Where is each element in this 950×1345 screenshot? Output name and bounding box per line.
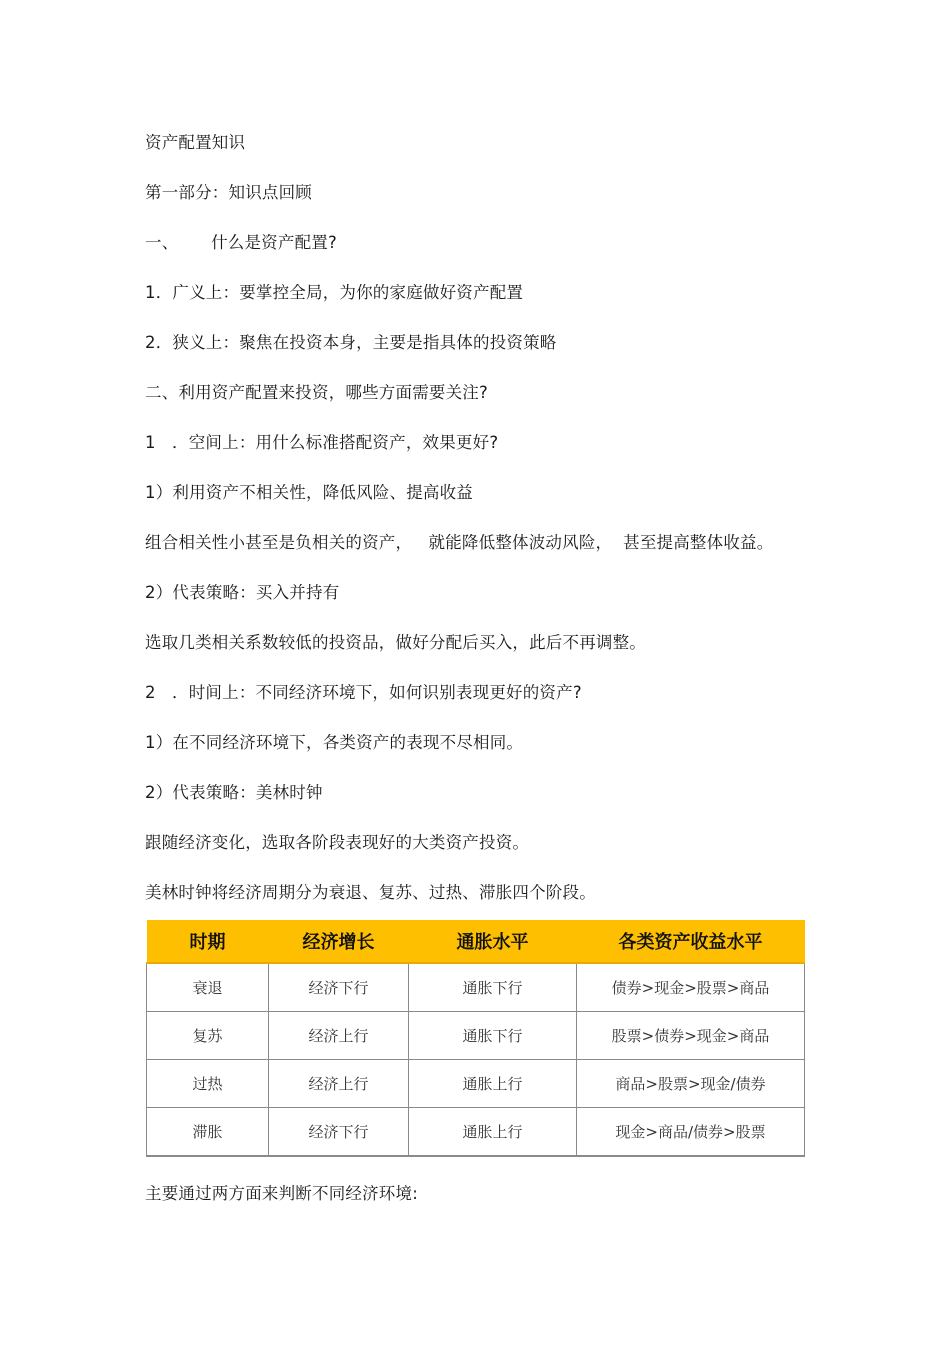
paragraph-merrill-intro: 美林时钟将经济周期分为衰退、复苏、过热、滞胀四个阶段。 xyxy=(145,883,596,902)
paragraph-merrill-strategy: 2）代表策略：美林时钟 xyxy=(145,783,323,802)
table-header-row xyxy=(147,920,805,963)
part-heading: 第一部分：知识点回顾 xyxy=(145,183,312,202)
paragraph-buy-and-hold-desc: 选取几类相关系数较低的投资品，做好分配后买入，此后不再调整。 xyxy=(145,633,646,652)
paragraph-time-heading: 2 ．时间上：不同经济环境下，如何识别表现更好的资产? xyxy=(145,683,582,702)
header-period: 时期 xyxy=(147,920,269,963)
section-heading-1: 一、 什么是资产配置? xyxy=(145,233,337,252)
paragraph-space-heading: 1 ．空间上：用什么标准搭配资产，效果更好? xyxy=(145,433,499,452)
table-cell-period: 复苏 xyxy=(147,1012,269,1060)
paragraph-environment: 1）在不同经济环境下，各类资产的表现不尽相同。 xyxy=(145,733,524,752)
table-cell-inflation: 通胀上行 xyxy=(409,1108,577,1157)
section-heading-2: 二、利用资产配置来投资，哪些方面需要关注? xyxy=(145,383,488,402)
table-cell-returns: 现金>商品/债券>股票 xyxy=(577,1108,805,1157)
table-cell-growth: 经济上行 xyxy=(269,1012,409,1060)
table-row xyxy=(147,1060,805,1108)
table-cell-returns: 债券>现金>股票>商品 xyxy=(577,963,805,1012)
paragraph-buy-and-hold: 2）代表策略：买入并持有 xyxy=(145,583,340,602)
header-inflation-level: 通胀水平 xyxy=(409,920,577,963)
header-asset-returns: 各类资产收益水平 xyxy=(577,920,805,963)
table-cell-period: 过热 xyxy=(147,1060,269,1108)
table-row xyxy=(147,1012,805,1060)
merrill-clock-table-wrapper xyxy=(146,920,804,1157)
merrill-clock-table xyxy=(146,920,805,1157)
table-cell-growth: 经济下行 xyxy=(269,963,409,1012)
table-cell-inflation: 通胀下行 xyxy=(409,963,577,1012)
paragraph-closing: 主要通过两方面来判断不同经济环境: xyxy=(145,1184,418,1203)
table-cell-period: 衰退 xyxy=(147,963,269,1012)
table-cell-returns: 商品>股票>现金/债券 xyxy=(577,1060,805,1108)
document-title: 资产配置知识 xyxy=(145,133,246,152)
paragraph-uncorrelated: 1）利用资产不相关性，降低风险、提高收益 xyxy=(145,483,473,502)
table-cell-returns: 股票>债券>现金>商品 xyxy=(577,1012,805,1060)
table-row xyxy=(147,963,805,1012)
header-economic-growth: 经济增长 xyxy=(269,920,409,963)
table-cell-period: 滞胀 xyxy=(147,1108,269,1157)
paragraph-narrow-sense: 2．狭义上：聚焦在投资本身，主要是指具体的投资策略 xyxy=(145,333,557,352)
table-cell-inflation: 通胀下行 xyxy=(409,1012,577,1060)
paragraph-broad-sense: 1．广义上：要掌控全局，为你的家庭做好资产配置 xyxy=(145,283,524,302)
table-cell-growth: 经济上行 xyxy=(269,1060,409,1108)
table-cell-growth: 经济下行 xyxy=(269,1108,409,1157)
table-cell-inflation: 通胀上行 xyxy=(409,1060,577,1108)
paragraph-merrill-desc: 跟随经济变化，选取各阶段表现好的大类资产投资。 xyxy=(145,833,530,852)
table-row xyxy=(147,1108,805,1157)
paragraph-uncorrelated-desc: 组合相关性小甚至是负相关的资产， 就能降低整体波动风险， 甚至提高整体收益。 xyxy=(145,533,774,552)
